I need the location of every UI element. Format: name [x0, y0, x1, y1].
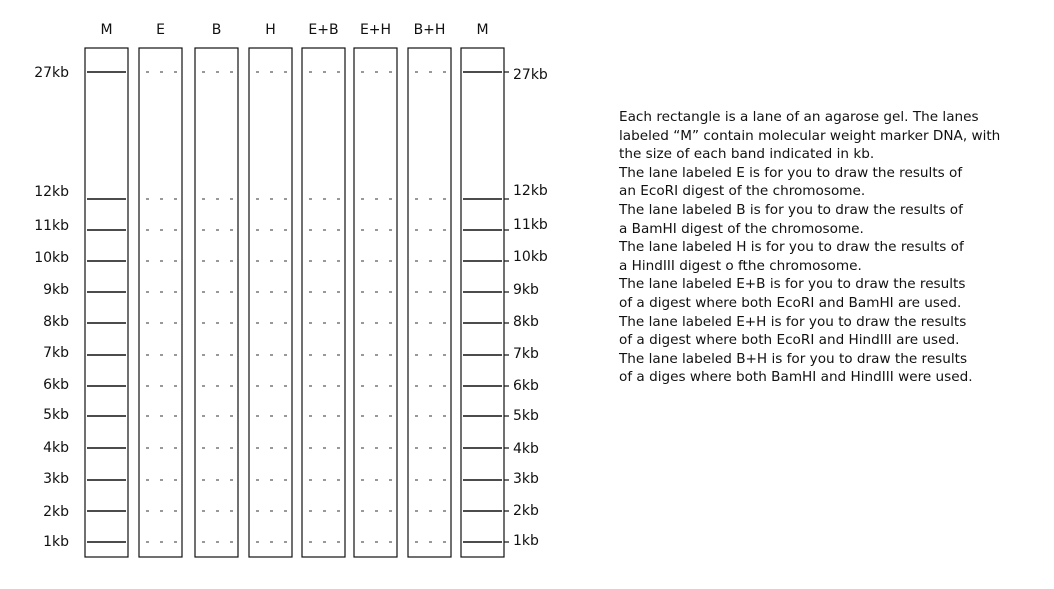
lane-8-label: M: [476, 22, 489, 38]
marker-size-label-left: 11kb: [34, 218, 69, 234]
marker-size-label-left: 3kb: [43, 471, 69, 487]
instruction-line: of a digest where both EcoRI and BamHI are used.: [619, 294, 962, 311]
marker-size-label-right: 4kb: [513, 441, 539, 457]
instruction-line: a HindIII digest o fthe chromosome.: [619, 257, 862, 274]
instruction-line: of a digest where both EcoRI and HindIII are used.: [619, 332, 960, 349]
marker-size-label-left: 27kb: [34, 65, 69, 81]
marker-size-label-right: 5kb: [513, 408, 539, 424]
marker-size-label-left: 4kb: [43, 440, 69, 456]
instruction-line: The lane labeled H is for you to draw the results of: [619, 239, 964, 256]
lane-5-label: E+B: [308, 22, 339, 38]
instruction-line: Each rectangle is a lane of an agarose gel. The lanes: [619, 109, 979, 125]
lane-7-label: B+H: [413, 22, 446, 38]
marker-size-label-right: 10kb: [513, 249, 548, 265]
lane-6-rect: [354, 48, 397, 557]
lane-4-label: H: [265, 22, 276, 38]
marker-size-label-right: 3kb: [513, 471, 539, 487]
marker-size-label-left: 8kb: [43, 314, 69, 330]
marker-size-label-left: 7kb: [43, 345, 69, 361]
instruction-line: of a diges where both BamHI and HindIII were used.: [619, 369, 973, 386]
marker-size-label-right: 6kb: [513, 378, 539, 394]
marker-size-label-right: 12kb: [513, 183, 548, 199]
marker-size-label-right: 9kb: [513, 282, 539, 298]
instruction-line: The lane labeled B+H is for you to draw the results: [619, 350, 968, 367]
marker-size-label-right: 8kb: [513, 314, 539, 330]
marker-size-label-right: 1kb: [513, 533, 539, 549]
instruction-line: the size of each band indicated in kb.: [619, 146, 875, 163]
lane-2-rect: [139, 48, 182, 557]
instruction-line: The lane labeled B is for you to draw the results of: [619, 201, 963, 218]
lane-4-rect: [249, 48, 292, 557]
marker-size-label-right: 2kb: [513, 503, 539, 519]
lane-6-label: E+H: [359, 22, 392, 38]
instruction-line: The lane labeled E+H is for you to draw the results: [619, 313, 967, 330]
lane-3-rect: [195, 48, 238, 557]
instruction-line: an EcoRI digest of the chromosome.: [619, 183, 866, 200]
lane-7-rect: [408, 48, 451, 557]
instruction-line: The lane labeled E is for you to draw the results of: [619, 164, 963, 181]
marker-size-label-left: 1kb: [43, 534, 69, 550]
marker-size-label-left: 12kb: [34, 184, 69, 200]
instruction-line: The lane labeled E+B is for you to draw the results: [619, 276, 966, 293]
instruction-line: labeled “M” contain molecular weight marker DNA, with: [619, 127, 1001, 144]
lane-1-label: M: [100, 22, 113, 38]
marker-size-label-left: 9kb: [43, 282, 69, 298]
marker-size-label-right: 11kb: [513, 217, 548, 233]
lane-2-label: E: [156, 22, 165, 38]
marker-size-label-left: 5kb: [43, 407, 69, 423]
marker-size-label-right: 7kb: [513, 346, 539, 362]
marker-size-label-right: 27kb: [513, 67, 548, 83]
marker-size-label-left: 10kb: [34, 250, 69, 266]
instruction-line: a BamHI digest of the chromosome.: [619, 220, 864, 237]
lane-5-rect: [302, 48, 345, 557]
lane-3-label: B: [211, 22, 222, 38]
instructions-text: [619, 108, 1039, 387]
marker-size-label-left: 6kb: [43, 377, 69, 393]
marker-size-label-left: 2kb: [43, 504, 69, 520]
